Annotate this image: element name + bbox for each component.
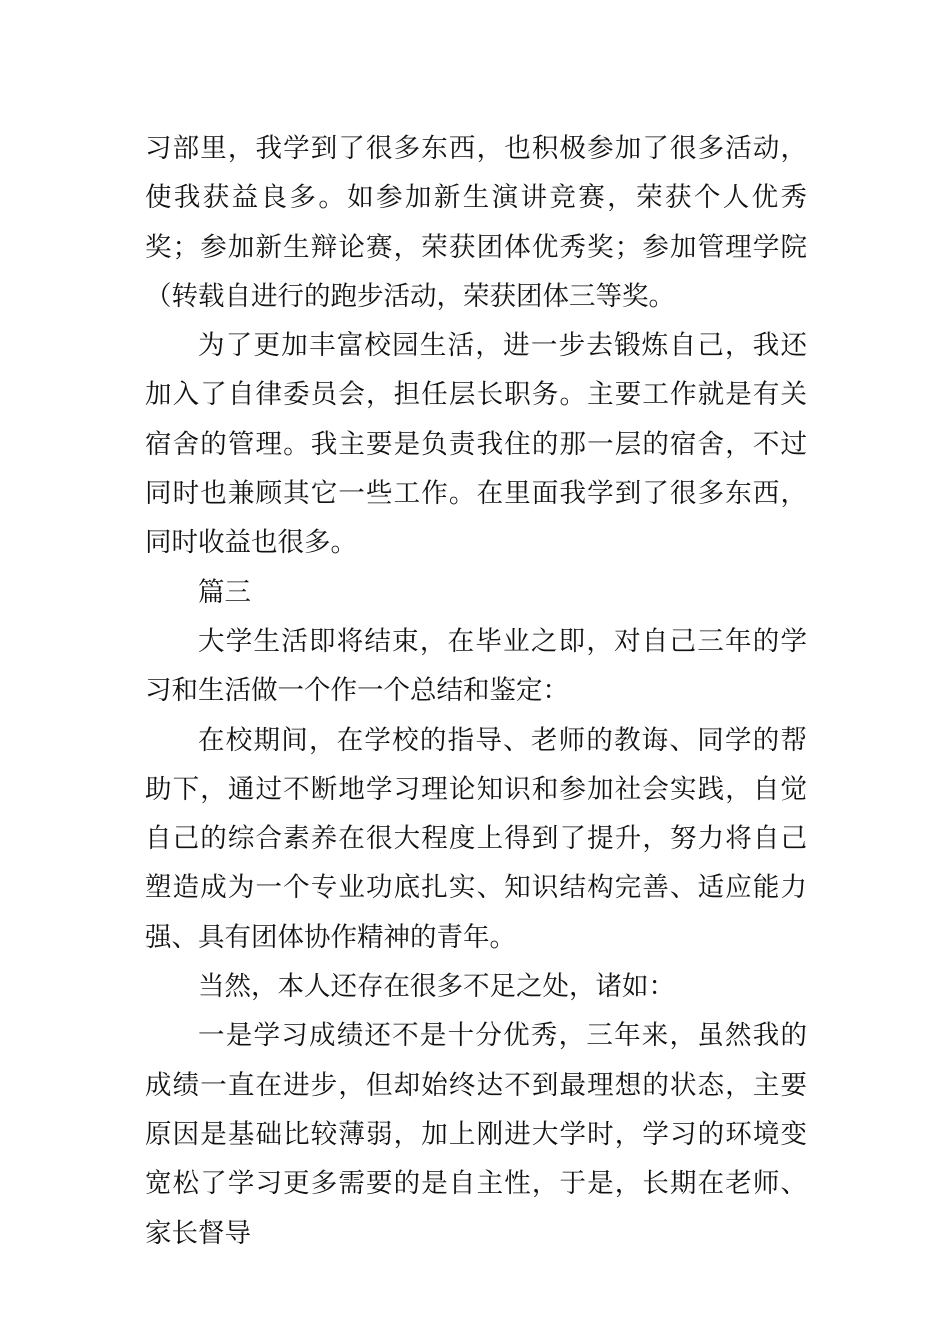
paragraph-school-period: 在校期间，在学校的指导、老师的教诲、同学的帮助下，通过不断地学习理论知识和参加社会实践，自觉自己的综合素养在很大程度上得到了提升，努力将自己塑造成为一个专业功底扎实、知识结构完善、适应能力强、具有团体协作精神的青年。	[145, 724, 807, 953]
paragraph-graduation-intro: 大学生活即将结束，在毕业之即，对自己三年的学习和生活做一个作一个总结和鉴定：	[145, 625, 807, 707]
section-heading-part-three: 篇三	[198, 576, 251, 608]
paragraph-study-department: 习部里，我学到了很多东西，也积极参加了很多活动，使我获益良多。如参加新生演讲竞赛，荣获个人优秀奖；参加新生辩论赛，荣获团体优秀奖；参加管理学院（转载自进行的跑步活动，荣获团体三等奖。	[145, 133, 807, 312]
paragraph-self-discipline-committee: 为了更加丰富校园生活，进一步去锻炼自己，我还加入了自律委员会，担任层长职务。主要工作就是有关宿舍的管理。我主要是负责我住的那一层的宿舍，不过同时也兼顾其它一些工作。在里面我学到了很多东西，同时收益也很多。	[145, 330, 807, 559]
paragraph-academic-performance: 一是学习成绩还不是十分优秀，三年来，虽然我的成绩一直在进步，但却始终达不到最理想的状态，主要原因是基础比较薄弱，加上刚进大学时，学习的环境变宽松了学习更多需要的是自主性，于是，长期在老师、家长督导	[145, 1020, 807, 1249]
document-body	[145, 124, 807, 1258]
paragraph-shortcomings-intro: 当然，本人还存在很多不足之处，诸如：	[198, 971, 675, 1003]
